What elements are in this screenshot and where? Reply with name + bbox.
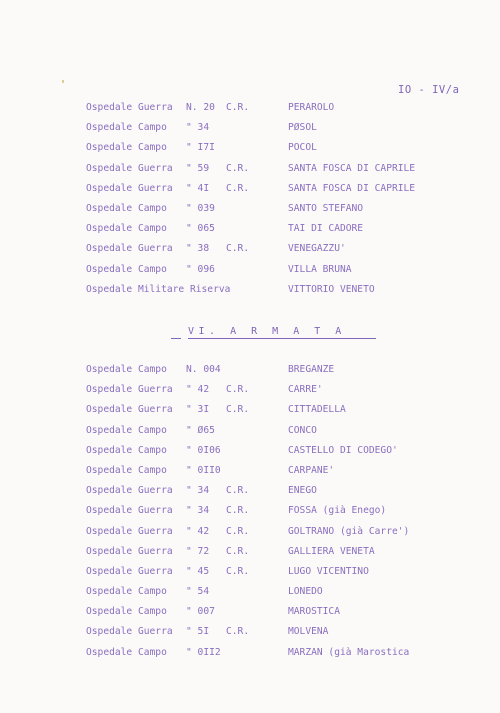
hospital-location: SANTA FOSCA DI CAPRILE <box>288 182 416 194</box>
hospital-row <box>0 122 500 142</box>
hospital-row <box>0 526 500 546</box>
hospital-type: Ospedale Campo <box>86 606 167 618</box>
hospital-number: " 42 <box>186 384 210 396</box>
hospital-type: Ospedale Guerra <box>86 565 173 577</box>
hospital-type: Ospedale Campo <box>86 263 167 275</box>
hospital-number: " 3I <box>186 404 210 416</box>
hospital-row <box>0 223 500 243</box>
hospital-type: Ospedale Militare Riserva <box>86 283 231 295</box>
hospital-row <box>0 606 500 626</box>
hospital-number: " I7I <box>186 142 215 154</box>
hospital-number: " 42 <box>186 525 210 537</box>
hospital-location: MOLVENA <box>288 626 329 638</box>
hospital-type: Ospedale Campo <box>86 646 167 658</box>
hospital-row <box>0 505 500 525</box>
hospital-cr: C.R. <box>226 525 250 537</box>
hospital-number: N. 20 <box>186 102 215 113</box>
hospital-number: " 34 <box>186 122 210 134</box>
hospital-location: VILLA BRUNA <box>288 263 352 275</box>
hospital-number: " 72 <box>186 545 210 557</box>
hospital-location: PERAROLO <box>288 102 335 113</box>
hospital-number: " 039 <box>186 202 215 214</box>
hospital-location: LUGO VICENTINO <box>288 565 369 577</box>
hospital-type: Ospedale Campo <box>86 364 167 375</box>
hospital-number: " 5I <box>186 626 210 638</box>
paper-speck <box>62 80 64 83</box>
hospital-location: VENEGAZZU' <box>288 243 346 255</box>
hospital-location: FOSSA (già Enego) <box>288 505 387 517</box>
hospital-type: Ospedale Campo <box>86 122 167 134</box>
hospital-number: " 54 <box>186 586 210 598</box>
hospital-row <box>0 183 500 203</box>
hospital-location: LONEDO <box>288 586 323 598</box>
hospital-type: Ospedale Guerra <box>86 384 173 396</box>
hospital-type: Ospedale Campo <box>86 464 167 476</box>
hospital-cr: C.R. <box>226 626 250 638</box>
hospital-row <box>0 384 500 404</box>
hospital-type: Ospedale Guerra <box>86 182 173 194</box>
hospital-number: " 0I06 <box>186 444 221 456</box>
heading-underline-lead <box>171 338 181 339</box>
hospital-location: CONCO <box>288 424 317 436</box>
hospital-location: CARRE' <box>288 384 323 396</box>
hospital-number: N. 004 <box>186 364 221 375</box>
hospital-number: " 007 <box>186 606 215 618</box>
hospital-number: " 0II2 <box>186 646 221 658</box>
hospital-location: GALLIERA VENETA <box>288 545 375 557</box>
hospital-type: Ospedale Guerra <box>86 243 173 255</box>
hospital-location: GOLTRANO (già Carre') <box>288 525 410 537</box>
hospital-row <box>0 465 500 485</box>
hospital-number: " 45 <box>186 565 210 577</box>
hospital-number: " 4I <box>186 182 210 194</box>
hospital-row <box>0 586 500 606</box>
hospital-type: Ospedale Campo <box>86 586 167 598</box>
hospital-location: SANTA FOSCA DI CAPRILE <box>288 162 416 174</box>
hospital-cr: C.R. <box>226 384 250 396</box>
hospital-location: CARPANE' <box>288 464 335 476</box>
hospital-number: " 34 <box>186 505 210 517</box>
hospital-location: MAROSTICA <box>288 606 340 618</box>
hospital-location: CITTADELLA <box>288 404 346 416</box>
hospital-cr: C.R. <box>226 162 250 174</box>
hospital-cr: C.R. <box>226 404 250 416</box>
hospital-number: " 096 <box>186 263 215 275</box>
hospital-type: Ospedale Campo <box>86 444 167 456</box>
hospital-row <box>0 284 500 304</box>
hospital-location: CASTELLO DI CODEGO' <box>288 444 398 456</box>
hospital-type: Ospedale Guerra <box>86 102 173 113</box>
hospital-type: Ospedale Campo <box>86 202 167 214</box>
hospital-row <box>0 445 500 465</box>
hospital-row <box>0 364 500 384</box>
hospital-row <box>0 566 500 586</box>
hospital-row <box>0 404 500 424</box>
hospital-row <box>0 203 500 223</box>
hospital-location: MARZAN (già Marostica <box>288 646 410 658</box>
hospital-row <box>0 425 500 445</box>
hospital-type: Ospedale Guerra <box>86 626 173 638</box>
section-heading <box>188 326 376 339</box>
hospital-cr: C.R. <box>226 505 250 517</box>
hospital-location: ENEGO <box>288 485 317 497</box>
hospital-type: Ospedale Campo <box>86 142 167 154</box>
hospital-row <box>0 163 500 183</box>
hospital-row <box>0 546 500 566</box>
hospital-cr: C.R. <box>226 545 250 557</box>
page-number: IO - IV/a <box>398 84 460 96</box>
hospital-number: " 38 <box>186 243 210 255</box>
hospital-row <box>0 243 500 263</box>
hospital-type: Ospedale Campo <box>86 223 167 235</box>
hospital-type: Ospedale Guerra <box>86 525 173 537</box>
hospital-number: " 065 <box>186 223 215 235</box>
section-heading-text: VI. A R M A T A <box>188 326 346 337</box>
hospital-row <box>0 647 500 667</box>
hospital-type: Ospedale Campo <box>86 424 167 436</box>
hospital-number: " 59 <box>186 162 210 174</box>
hospital-row <box>0 142 500 162</box>
hospital-location: BREGANZE <box>288 364 335 375</box>
hospital-number: " 0II0 <box>186 464 221 476</box>
hospital-location: TAI DI CADORE <box>288 223 364 235</box>
hospital-location: POCOL <box>288 142 317 154</box>
hospital-number: " 34 <box>186 485 210 497</box>
hospital-location: VITTORIO VENETO <box>288 283 375 295</box>
hospital-type: Ospedale Guerra <box>86 505 173 517</box>
hospital-row <box>0 626 500 646</box>
hospital-cr: C.R. <box>226 182 250 194</box>
hospital-cr: C.R. <box>226 243 250 255</box>
hospital-type: Ospedale Guerra <box>86 404 173 416</box>
hospital-location: PØSOL <box>288 122 317 134</box>
hospital-row <box>0 485 500 505</box>
hospital-type: Ospedale Guerra <box>86 545 173 557</box>
hospital-row <box>0 264 500 284</box>
hospital-type: Ospedale Guerra <box>86 162 173 174</box>
hospital-cr: C.R. <box>226 565 250 577</box>
hospital-type: Ospedale Guerra <box>86 485 173 497</box>
hospital-cr: C.R. <box>226 102 250 113</box>
hospital-list-top <box>0 102 500 304</box>
hospital-number: " Ø65 <box>186 424 215 436</box>
hospital-list-bottom <box>0 364 500 667</box>
hospital-row <box>0 102 500 122</box>
hospital-location: SANTO STEFANO <box>288 202 364 214</box>
hospital-cr: C.R. <box>226 485 250 497</box>
